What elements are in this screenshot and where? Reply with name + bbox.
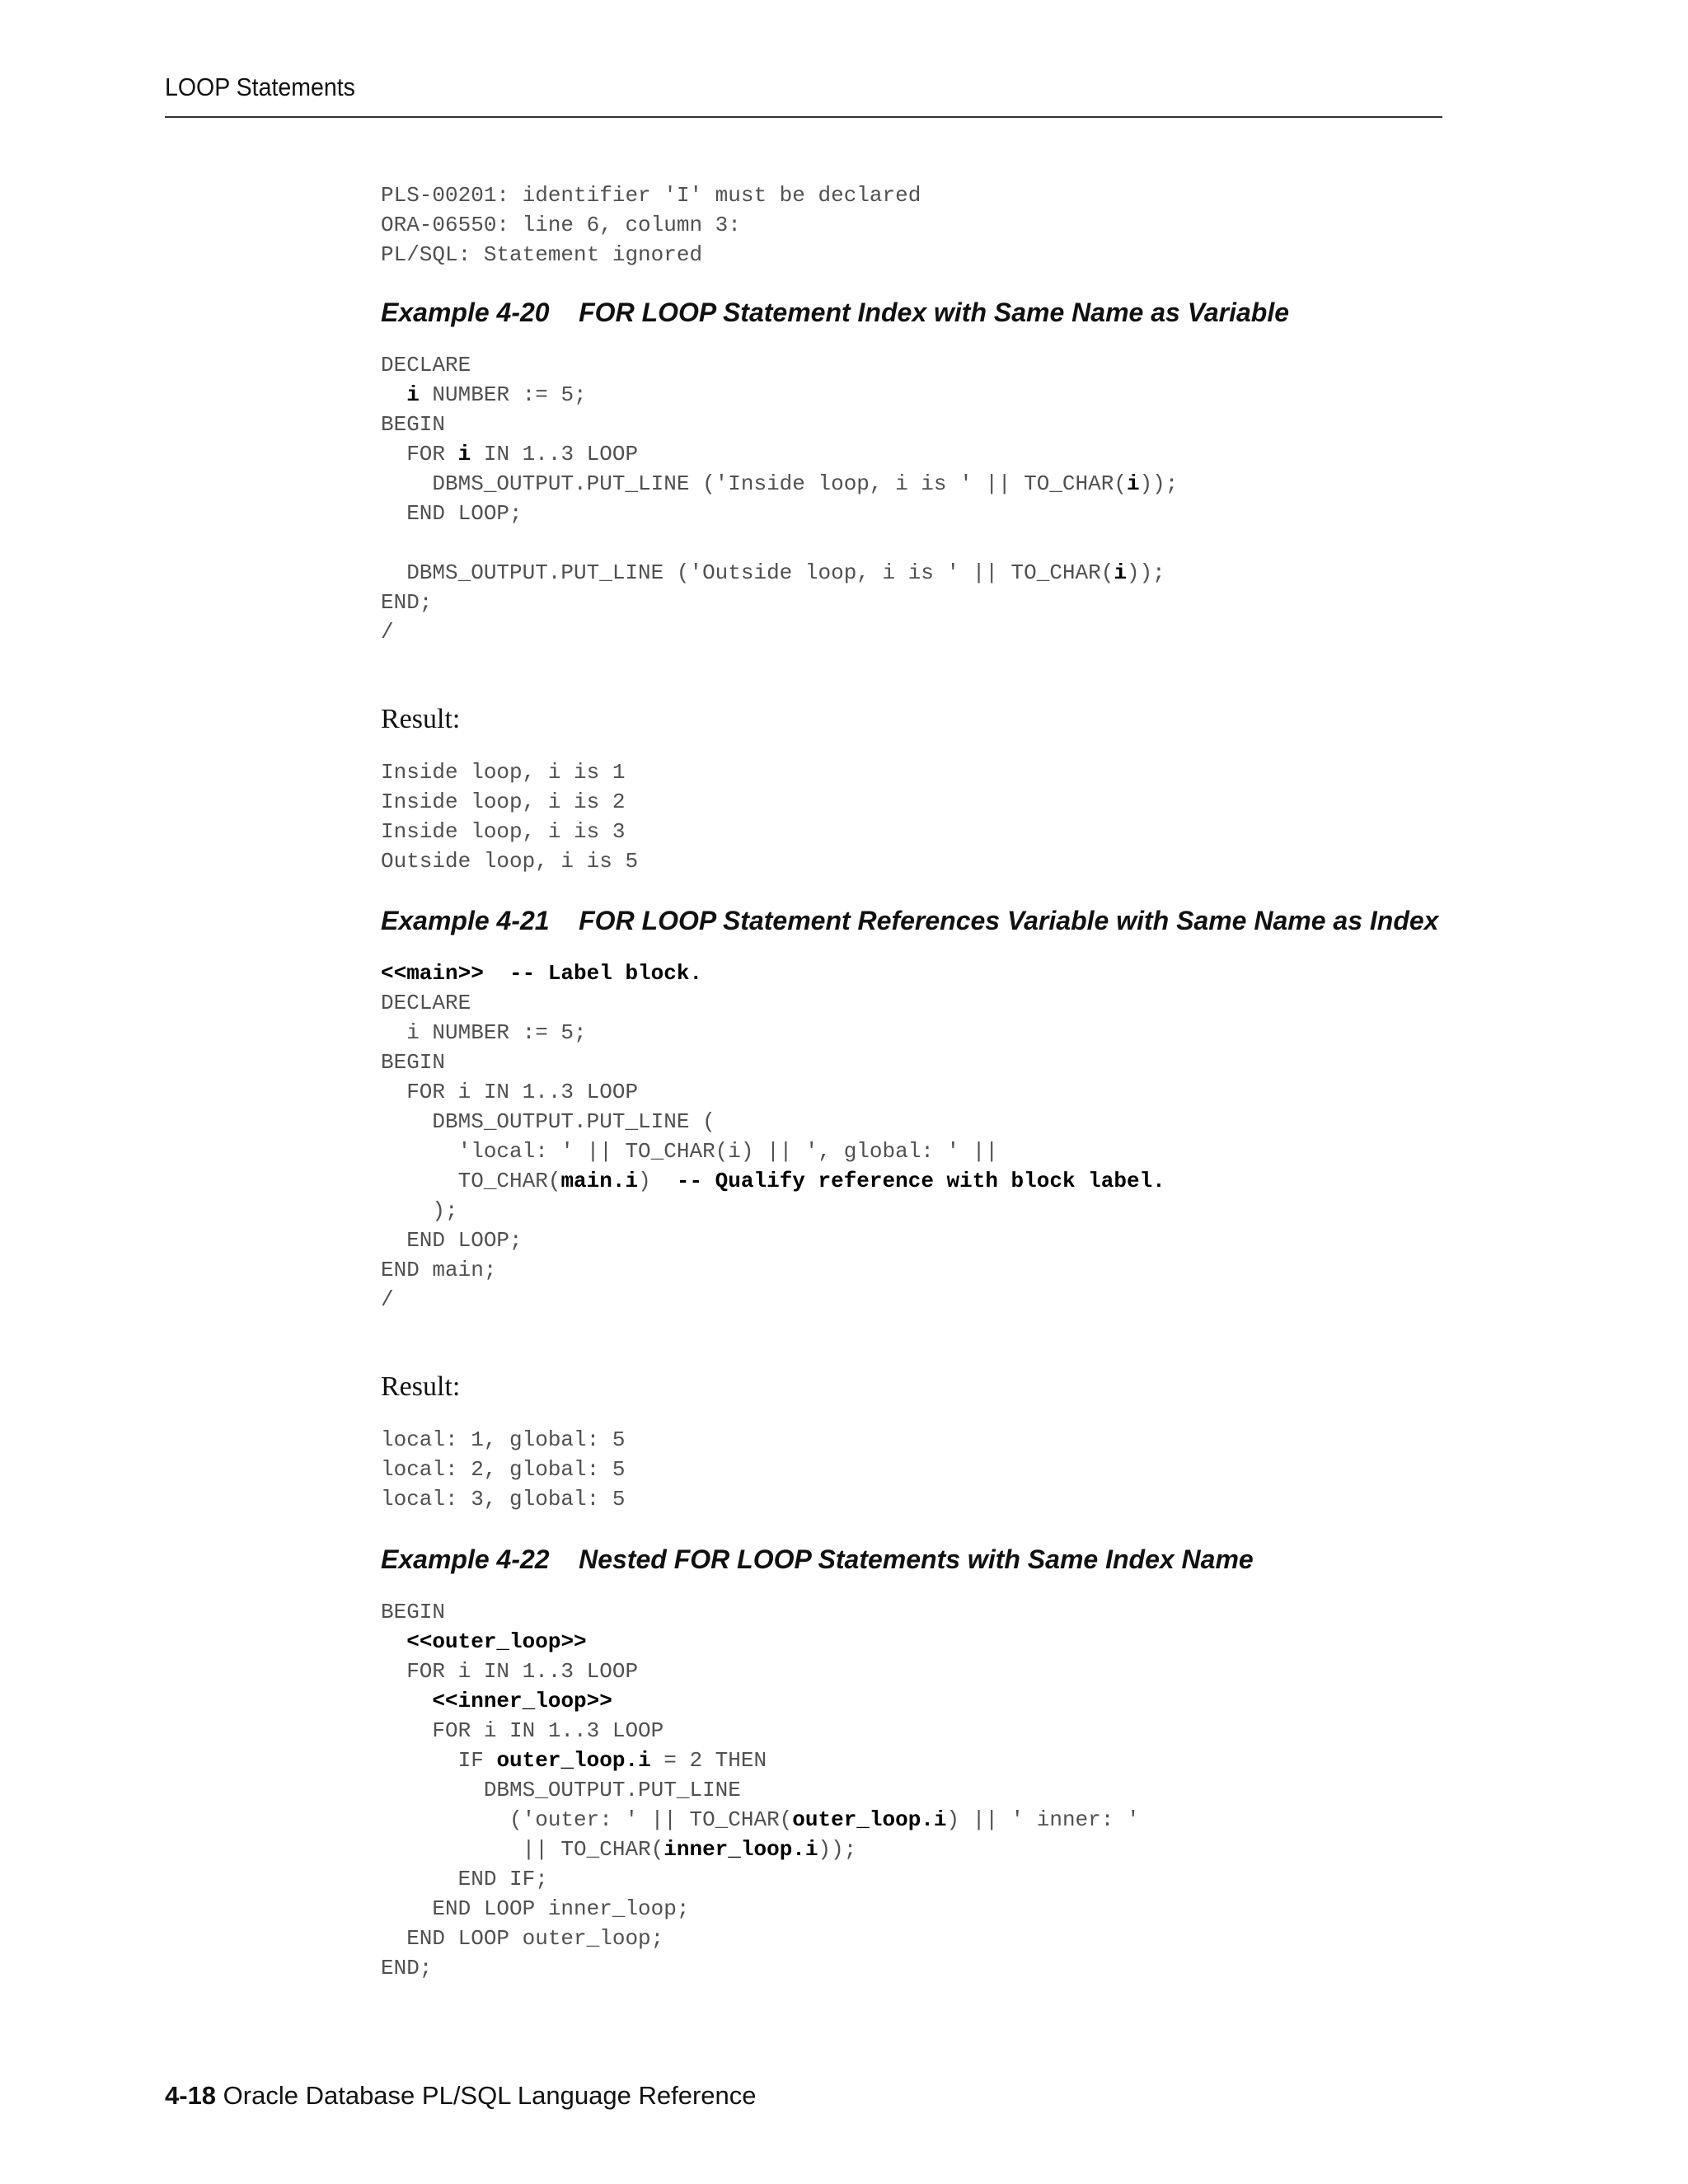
code-line <box>381 1020 587 1045</box>
example-4-20-code <box>381 350 1178 647</box>
code-text: DBMS_OUTPUT.PUT_LINE ( <box>381 1109 715 1134</box>
code-line <box>381 1600 445 1624</box>
code-text <box>381 1689 432 1713</box>
page-footer <box>165 2081 757 2111</box>
example-4-20-caption <box>381 298 1289 328</box>
code-text: )); <box>818 1837 857 1862</box>
code-line <box>381 382 587 407</box>
code-line <box>381 961 702 986</box>
code-text: IN 1..3 LOOP <box>471 442 639 466</box>
example-4-21-number: Example 4-21 <box>381 906 550 935</box>
example-4-20-number: Example 4-20 <box>381 298 550 327</box>
code-emphasis: <<main>> -- Label block. <box>381 961 703 986</box>
code-text: DECLARE <box>381 991 471 1015</box>
code-text: END LOOP outer_loop; <box>381 1926 664 1951</box>
code-text: DECLARE <box>381 353 471 377</box>
code-text: || TO_CHAR( <box>381 1837 664 1862</box>
code-line <box>381 560 1165 585</box>
code-text: TO_CHAR( <box>381 1169 561 1193</box>
code-line <box>381 501 523 526</box>
page-number: 4-18 <box>165 2081 217 2110</box>
code-emphasis: inner_loop.i <box>663 1837 818 1862</box>
code-text: )); <box>1139 471 1179 496</box>
code-line <box>381 1926 663 1951</box>
error-output-code: PLS-00201: identifier 'I' must be declared ORA-06550: line 6, column 3: PL/SQL: Statement ignored <box>381 183 921 267</box>
code-line <box>381 1169 1165 1193</box>
code-line <box>381 1689 612 1713</box>
code-line <box>381 1956 432 1980</box>
code-emphasis: i <box>406 382 420 407</box>
code-text: / <box>381 1287 394 1312</box>
code-line <box>381 1050 445 1075</box>
code-line <box>381 1659 638 1684</box>
code-text: FOR <box>381 442 458 466</box>
code-text: DBMS_OUTPUT.PUT_LINE ('Inside loop, i is ' || TO_CHAR( <box>381 471 1127 496</box>
example-4-22-title: Nested FOR LOOP Statements with Same Index Name <box>579 1544 1254 1574</box>
code-text: 'local: ' || TO_CHAR(i) || ', global: ' || <box>381 1139 998 1164</box>
code-text: BEGIN <box>381 412 446 437</box>
example-4-22-code <box>381 1597 1140 1983</box>
code-line <box>381 1748 767 1773</box>
code-line <box>381 1258 496 1282</box>
code-text: DBMS_OUTPUT.PUT_LINE <box>381 1778 741 1802</box>
code-text: ('outer: ' || TO_CHAR( <box>381 1807 793 1832</box>
example-4-22-number: Example 4-22 <box>381 1544 550 1574</box>
code-text: BEGIN <box>381 1050 446 1075</box>
code-line <box>381 442 638 466</box>
code-text: IF <box>381 1748 497 1773</box>
header-rule <box>165 116 1442 118</box>
example-4-21-code <box>381 958 1165 1315</box>
example-4-20-title: FOR LOOP Statement Index with Same Name as Variable <box>579 298 1290 327</box>
code-emphasis: -- Qualify reference with block label. <box>676 1169 1165 1193</box>
code-line <box>381 1109 715 1134</box>
running-header: LOOP Statements <box>165 73 355 101</box>
code-line <box>381 1896 689 1921</box>
code-text: ); <box>381 1198 458 1223</box>
code-text: END IF; <box>381 1867 548 1891</box>
example-4-20-result-output: Inside loop, i is 1 Inside loop, i is 2 Inside loop, i is 3 Outside loop, i is 5 <box>381 760 639 874</box>
code-emphasis: outer_loop.i <box>792 1807 947 1832</box>
code-line <box>381 1287 394 1312</box>
code-text: END; <box>381 1956 433 1980</box>
code-text: END LOOP inner_loop; <box>381 1896 690 1921</box>
code-line <box>381 1867 548 1891</box>
code-line <box>381 1629 587 1654</box>
code-text: i NUMBER := 5; <box>381 1020 587 1045</box>
code-text: = 2 THEN <box>650 1748 767 1773</box>
code-line <box>381 1837 856 1862</box>
code-emphasis: main.i <box>560 1169 639 1193</box>
code-text: ) <box>638 1169 677 1193</box>
code-text: / <box>381 620 394 644</box>
code-line <box>381 1807 1140 1832</box>
code-emphasis: i <box>1114 560 1127 585</box>
example-4-22-caption <box>381 1544 1254 1575</box>
code-emphasis: outer_loop.i <box>496 1748 651 1773</box>
code-text: ) || ' inner: ' <box>946 1807 1140 1832</box>
code-text: FOR i IN 1..3 LOOP <box>381 1718 664 1743</box>
code-text: FOR i IN 1..3 LOOP <box>381 1659 639 1684</box>
code-line <box>381 1228 523 1253</box>
code-line <box>381 1718 663 1743</box>
code-emphasis: i <box>1126 471 1140 496</box>
code-line <box>381 1198 458 1223</box>
code-line <box>381 412 445 437</box>
code-line <box>381 353 471 377</box>
book-title: Oracle Database PL/SQL Language Reference <box>223 2081 757 2110</box>
example-4-21-caption <box>381 906 1438 936</box>
code-text: DBMS_OUTPUT.PUT_LINE ('Outside loop, i is ' || TO_CHAR( <box>381 560 1114 585</box>
code-line <box>381 1139 998 1164</box>
code-line <box>381 1080 638 1104</box>
code-text <box>381 382 406 407</box>
code-text: END LOOP; <box>381 1228 523 1253</box>
code-text: BEGIN <box>381 1600 446 1624</box>
code-text: FOR i IN 1..3 LOOP <box>381 1080 639 1104</box>
code-text: END main; <box>381 1258 497 1282</box>
code-line <box>381 620 394 644</box>
code-text: END LOOP; <box>381 501 523 526</box>
code-line <box>381 471 1178 496</box>
example-4-21-title: FOR LOOP Statement References Variable with Same Name as Index <box>579 906 1439 935</box>
code-text: END; <box>381 590 433 615</box>
code-text: NUMBER := 5; <box>419 382 587 407</box>
code-emphasis: i <box>457 442 471 466</box>
example-4-20-result-label: Result: <box>381 704 461 734</box>
code-line <box>381 590 432 615</box>
code-emphasis: <<outer_loop>> <box>406 1629 587 1654</box>
code-line <box>381 991 471 1015</box>
example-4-21-result-output: local: 1, global: 5 local: 2, global: 5 local: 3, global: 5 <box>381 1427 626 1511</box>
code-emphasis: <<inner_loop>> <box>432 1689 612 1713</box>
code-text <box>381 1629 406 1654</box>
example-4-21-result-label: Result: <box>381 1371 461 1402</box>
code-text: )); <box>1126 560 1165 585</box>
code-line <box>381 1778 741 1802</box>
